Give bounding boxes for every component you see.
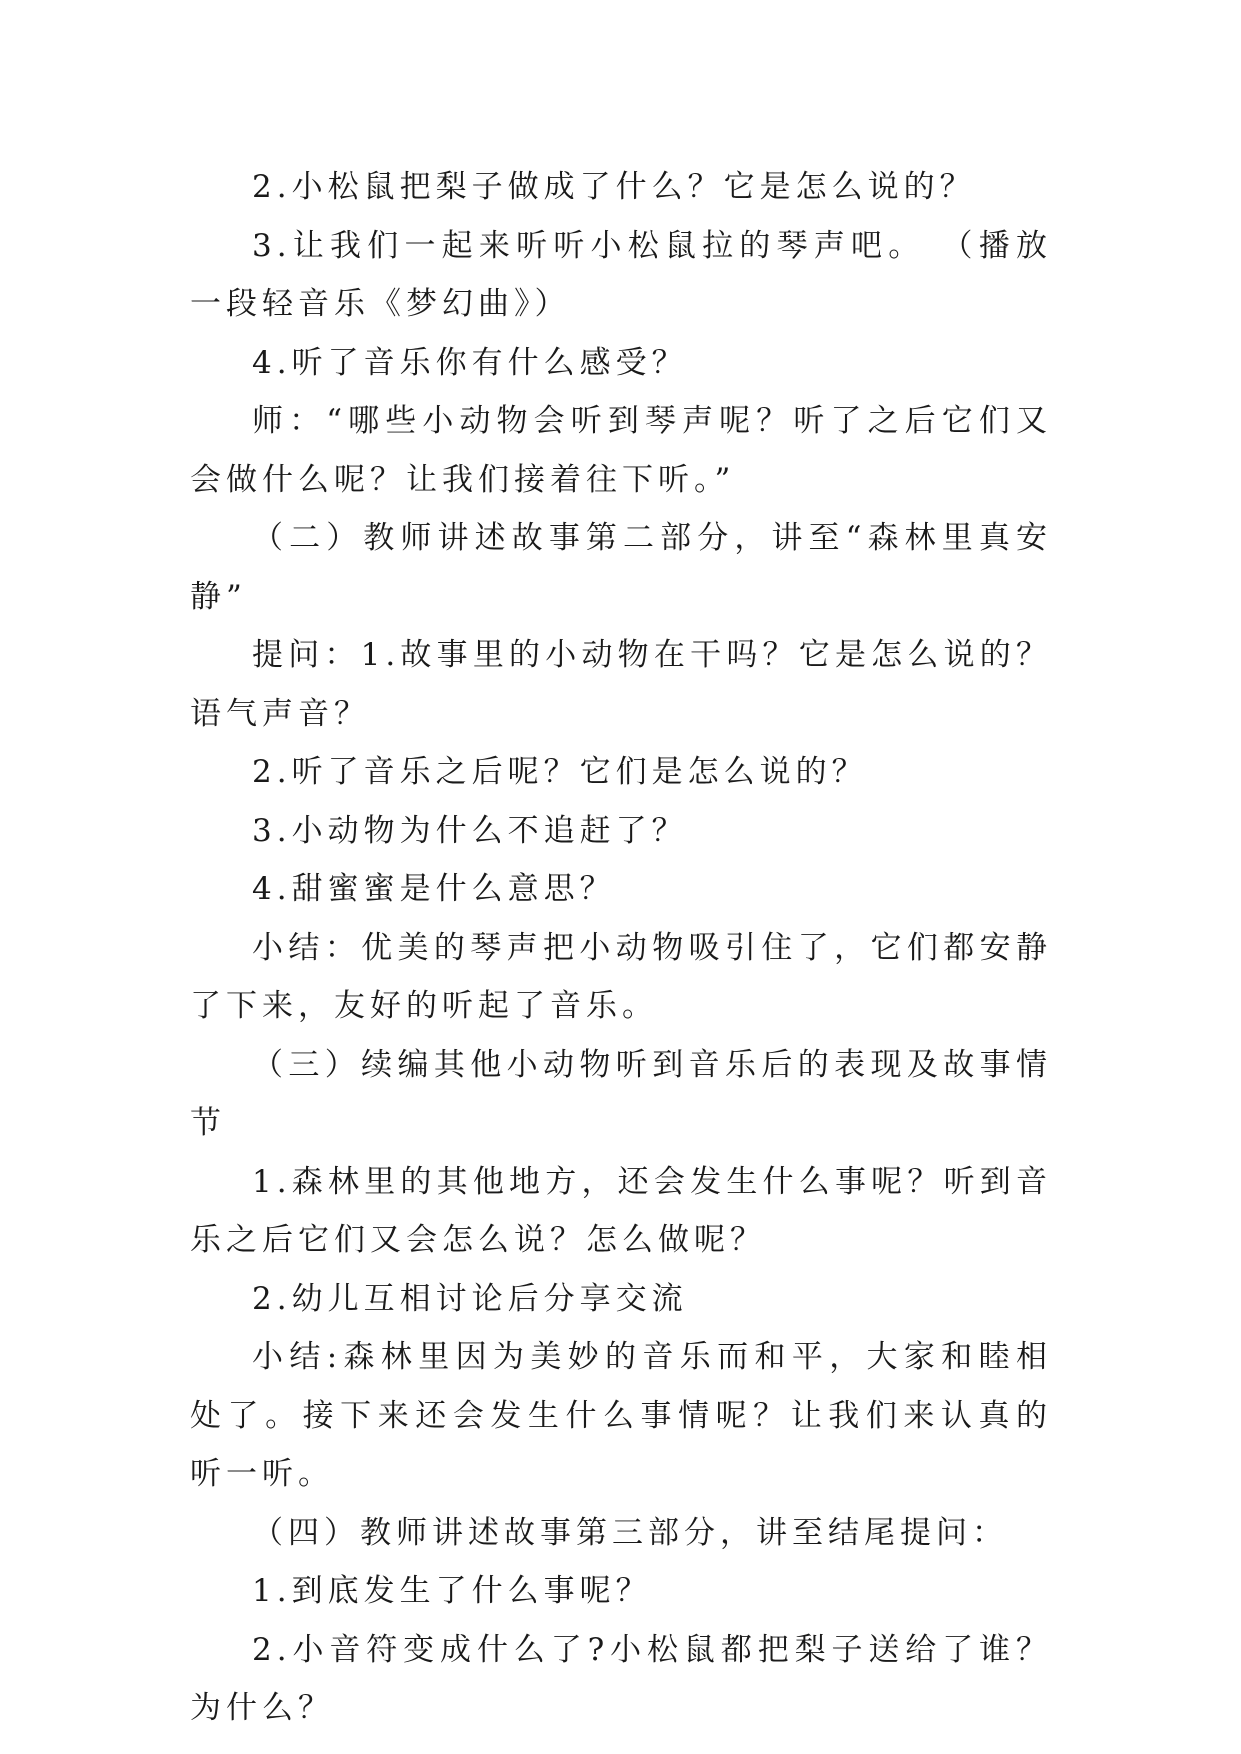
section-heading-3: （三）续编其他小动物听到音乐后的表现及故事情节 bbox=[190, 1046, 1052, 1141]
section-heading-4: （四）教师讲述故事第三部分，讲至结尾提问： bbox=[252, 1514, 1008, 1551]
paragraph-question-4: 4.听了音乐你有什么感受？ bbox=[252, 344, 688, 381]
paragraph-question-3: 3.让我们一起来听听小松鼠拉的琴声吧。 （播放一段轻音乐《梦幻曲》） bbox=[190, 227, 1052, 322]
paragraph-questions-intro: 提问：1.故事里的小动物在干吗？它是怎么说的？语气声音？ bbox=[190, 637, 1052, 732]
paragraph-question-2d: 2.小音符变成什么了?小松鼠都把梨子送给了谁？为什么？ bbox=[190, 1631, 1052, 1726]
document-body bbox=[190, 158, 1052, 1738]
paragraph-teacher-prompt: 师：“哪些小动物会听到琴声呢？听了之后它们又会做什么呢？让我们接着往下听。” bbox=[190, 403, 1052, 498]
paragraph-question-2: 2.小松鼠把梨子做成了什么？它是怎么说的？ bbox=[252, 169, 976, 205]
paragraph-question-3b: 3.小动物为什么不追赶了？ bbox=[252, 812, 688, 849]
paragraph-question-1d: 1.到底发生了什么事呢？ bbox=[252, 1573, 652, 1609]
paragraph-summary-2: 小结:森林里因为美妙的音乐而和平，大家和睦相处了。接下来还会发生什么事情呢？让我们来认真的听一听。 bbox=[190, 1339, 1052, 1492]
paragraph-summary-1: 小结：优美的琴声把小动物吸引住了，它们都安静了下来，友好的听起了音乐。 bbox=[190, 929, 1052, 1024]
paragraph-question-1c: 1.森林里的其他地方，还会发生什么事呢？听到音乐之后它们又会怎么说？怎么做呢？ bbox=[190, 1163, 1052, 1258]
section-heading-2: （二）教师讲述故事第二部分，讲至“森林里真安静” bbox=[190, 520, 1052, 615]
paragraph-question-4b: 4.甜蜜蜜是什么意思？ bbox=[252, 871, 616, 907]
paragraph-question-2b: 2.听了音乐之后呢？它们是怎么说的？ bbox=[252, 754, 868, 790]
paragraph-question-2c: 2.幼儿互相讨论后分享交流 bbox=[252, 1280, 688, 1317]
